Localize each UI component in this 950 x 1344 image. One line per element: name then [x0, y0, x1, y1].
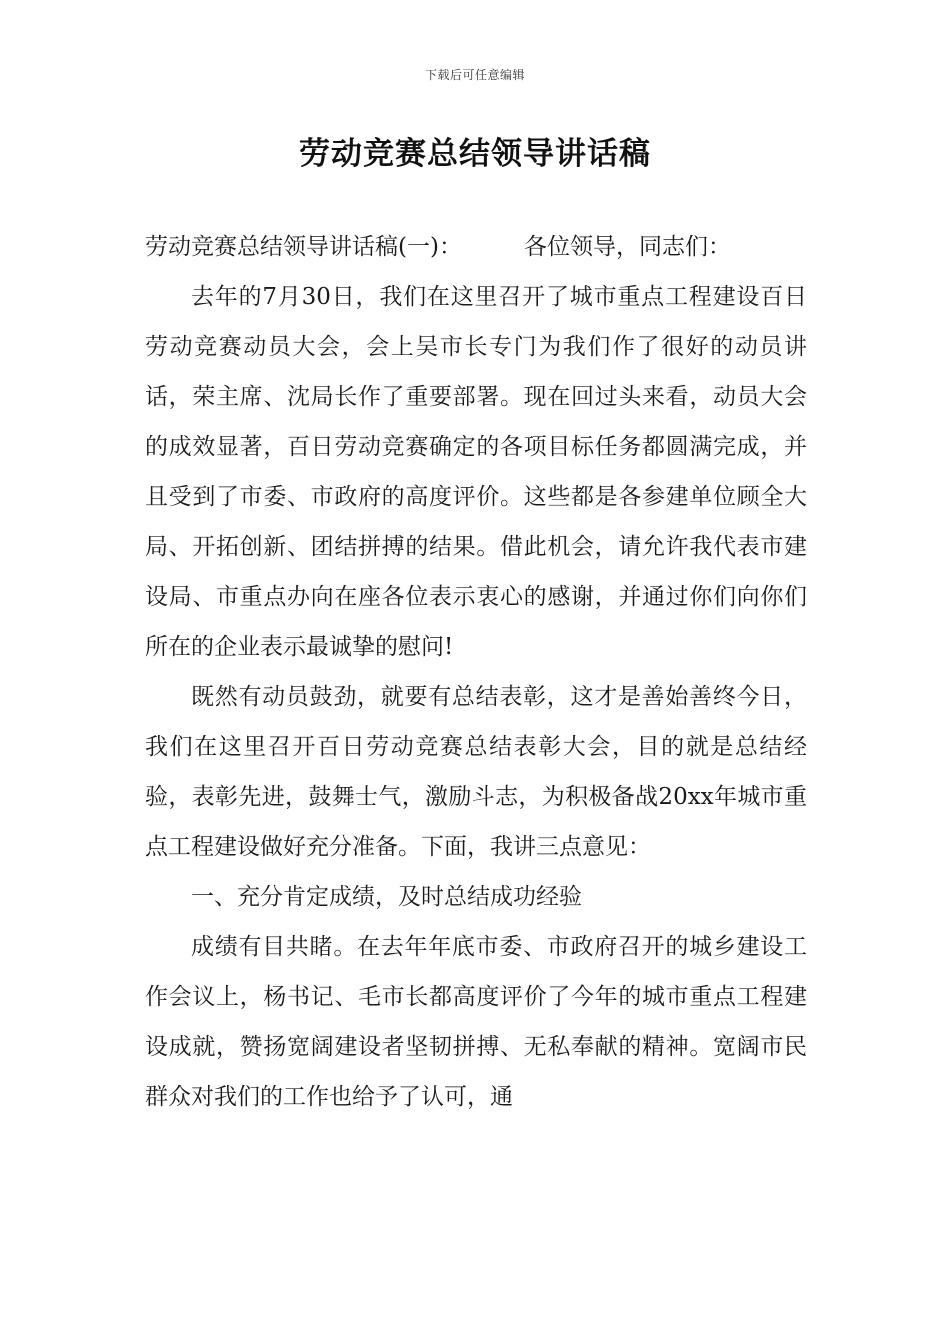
section-heading: 一、充分肯定成绩，及时总结成功经验: [191, 884, 582, 910]
salutation: 各位领导，同志们：: [523, 234, 731, 260]
opening-label: 劳动竞赛总结领导讲话稿(一)：: [145, 234, 462, 260]
paragraph: 去年的7月30日，我们在这里召开了城市重点工程建设百日劳动竞赛动员大会，会上吴市长专门为我们作了很好的动员讲话，荣主席、沈局长作了重要部署。现在回过头来看，动员大会的成效显著，百日劳动竞赛确定的各项目标任务都圆满完成，并且受到了市委、市政府的高度评价。这些都是各参建单位顾全大局、开拓创新、团结拼搏的结果。借此机会，请允许我代表市建设局、市重点办向在座各位表示衷心的感谢，并通过你们向你们所在的企业表示最诚挚的慰问!: [145, 284, 807, 660]
paragraph: 既然有动员鼓劲，就要有总结表彰，这才是善始善终今日，我们在这里召开百日劳动竞赛总结表彰大会，目的就是总结经验，表彰先进，鼓舞士气，激励斗志，为积极备战20xx年城市重点工程建设做好充分准备。下面，我讲三点意见：: [145, 684, 807, 860]
paragraph: 成绩有目共睹。在去年年底市委、市政府召开的城乡建设工作会议上，杨书记、毛市长都高度评价了今年的城市重点工程建设成就，赞扬宽阔建设者坚韧拼搏、无私奉献的精神。宽阔市民群众对我们的工作也给予了认可，通: [145, 934, 807, 1110]
document-body: [145, 222, 807, 1122]
document-title: 劳动竞赛总结领导讲话稿: [299, 136, 651, 172]
opening-line: [145, 222, 807, 272]
header-note: 下载后可任意编辑: [424, 68, 525, 82]
